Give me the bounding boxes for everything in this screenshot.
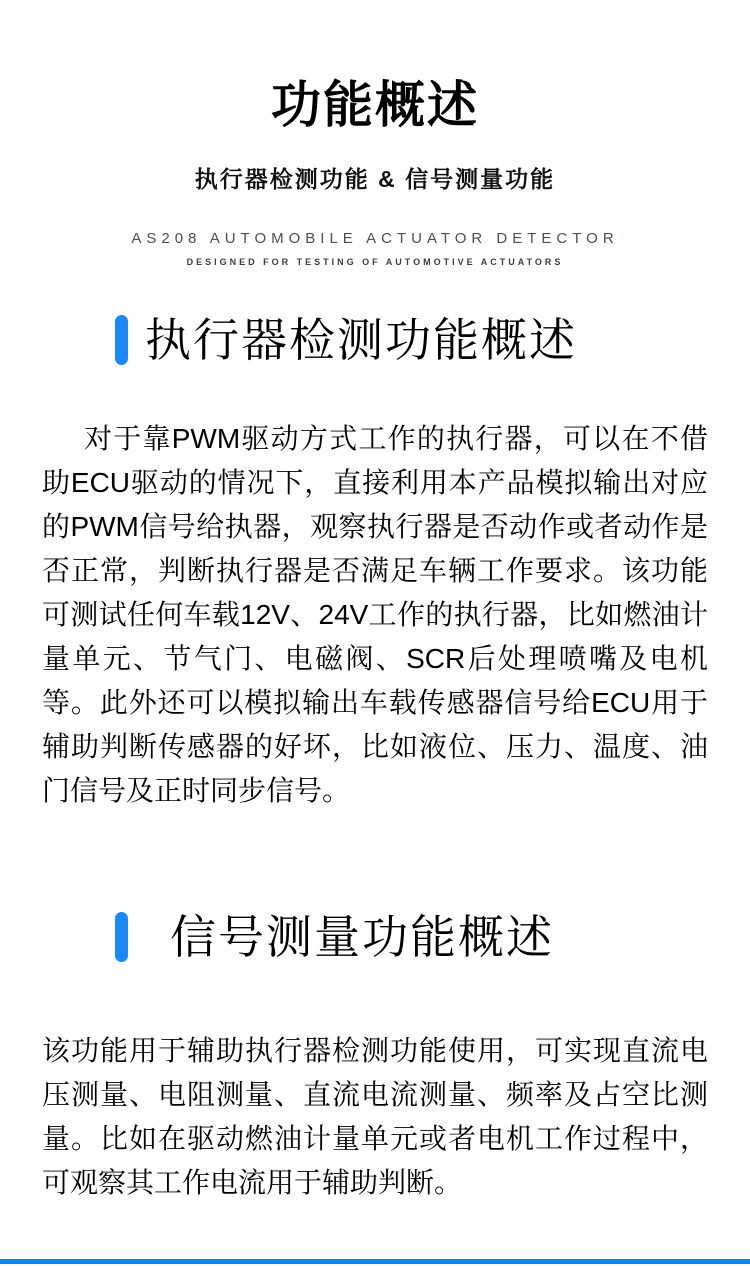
section-actuator-detection bbox=[0, 315, 750, 813]
page-title: 功能概述 bbox=[271, 77, 479, 133]
section-heading-label: 信号测量功能概述 bbox=[170, 911, 554, 963]
product-tagline-secondary: DESIGNED FOR TESTING OF AUTOMOTIVE ACTUATORS bbox=[186, 257, 564, 267]
accent-bar-icon bbox=[115, 315, 128, 365]
bottom-divider bbox=[0, 1259, 750, 1264]
accent-bar-icon bbox=[115, 912, 128, 962]
section-heading-actuator bbox=[115, 315, 750, 365]
section-signal-measurement bbox=[0, 912, 750, 1205]
section-heading-label: 执行器检测功能概述 bbox=[145, 314, 577, 366]
section-body-actuator: 对于靠PWM驱动方式工作的执行器，可以在不借助ECU驱动的情况下，直接利用本产品模拟输出对应的PWM信号给执器，观察执行器是否动作或者动作是否正常，判断执行器是否满足车辆工作要求。该功能可测试任何车载12V、24V工作的执行器，比如燃油计量单元、节气门、电磁阀、SCR后处理喷嘴及电机等。此外还可以模拟输出车载传感器信号给ECU用于辅助判断传感器的好坏，比如液位、压力、温度、油门信号及正时同步信号。 bbox=[42, 423, 708, 806]
section-body-signal: 该功能用于辅助执行器检测功能使用，可实现直流电压测量、电阻测量、直流电流测量、频率及占空比测量。比如在驱动燃油计量单元或者电机工作过程中，可观察其工作电流用于辅助判断。 bbox=[42, 1035, 708, 1198]
product-tagline-primary: AS208 AUTOMOBILE ACTUATOR DETECTOR bbox=[131, 230, 619, 247]
page-subtitle: 执行器检测功能 & 信号测量功能 bbox=[194, 166, 556, 192]
section-heading-signal bbox=[115, 912, 750, 962]
